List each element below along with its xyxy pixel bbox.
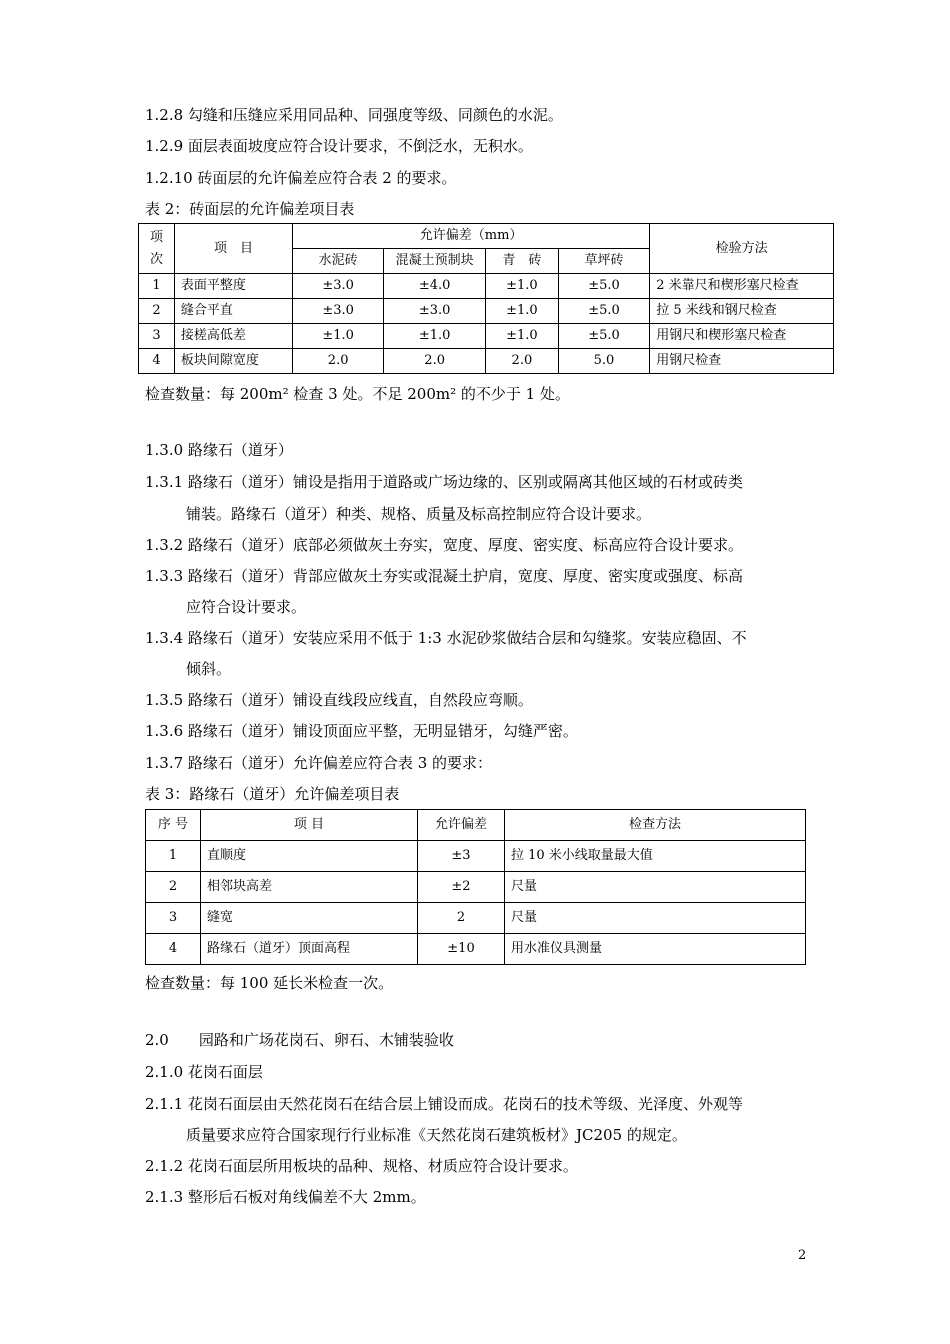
- t3-header: 序 号: [146, 810, 201, 841]
- t3-cell: 3: [146, 903, 201, 934]
- t3-cell: ±10: [418, 934, 505, 965]
- table-row: [146, 841, 806, 872]
- t3-cell: 4: [146, 934, 201, 965]
- t2-cell: 用钢尺和楔形塞尺检查: [650, 324, 834, 349]
- clause-1-3-3-cont: 应符合设计要求。: [186, 598, 307, 616]
- clause-1-3-1-cont: 铺装。路缘石（道牙）种类、规格、质量及标高控制应符合设计要求。: [186, 505, 652, 523]
- t2-cell: 1: [139, 274, 175, 299]
- t3-header: 允许偏差: [418, 810, 505, 841]
- t3-cell: 直顺度: [201, 841, 418, 872]
- clause-2-1-1: 2.1.1 花岗石面层由天然花岗石在结合层上铺设而成。花岗石的技术等级、光泽度、外观等: [145, 1095, 743, 1113]
- t2-cell: 拉 5 米线和钢尺检查: [650, 299, 834, 324]
- t3-cell: 1: [146, 841, 201, 872]
- t2-cell: 板块间隙宽度: [174, 349, 292, 374]
- table-2: [138, 223, 834, 374]
- table-row: [139, 274, 834, 299]
- t2-cell: 缝合平直: [174, 299, 292, 324]
- t2-cell: 2.0: [292, 349, 383, 374]
- clause-2-1-3: 2.1.3 整形后石板对角线偏差不大 2mm。: [145, 1188, 426, 1206]
- t2-cell: ±1.0: [485, 299, 558, 324]
- t3-header: 项 目: [201, 810, 418, 841]
- t3-cell: 相邻块高差: [201, 872, 418, 903]
- section-1-3-0: 1.3.0 路缘石（道牙）: [145, 441, 293, 459]
- t2-cell: 5.0: [558, 349, 649, 374]
- clause-1-2-8: 1.2.8 勾缝和压缝应采用同品种、同强度等级、同颜色的水泥。: [145, 106, 563, 124]
- table-row: [139, 349, 834, 374]
- t3-cell: 尺量: [505, 872, 806, 903]
- clause-1-3-4: 1.3.4 路缘石（道牙）安装应采用不低于 1:3 水泥砂浆做结合层和勾缝浆。安装应稳固、不: [145, 629, 747, 647]
- t3-cell: 尺量: [505, 903, 806, 934]
- clause-1-3-6: 1.3.6 路缘石（道牙）铺设顶面应平整，无明显错牙，勾缝严密。: [145, 722, 578, 740]
- table-2-note: 检查数量：每 200m² 检查 3 处。不足 200m² 的不少于 1 处。: [145, 385, 570, 403]
- table-2-caption: 表 2：砖面层的允许偏差项目表: [145, 200, 355, 218]
- t2-sub-header: 混凝土预制块: [384, 249, 486, 274]
- page-number: 2: [798, 1248, 807, 1263]
- t2-cell: 用钢尺检查: [650, 349, 834, 374]
- t3-cell: 用水准仪具测量: [505, 934, 806, 965]
- t2-cell: ±1.0: [292, 324, 383, 349]
- t3-cell: 2: [146, 872, 201, 903]
- t2-cell: ±5.0: [558, 299, 649, 324]
- t2-sub-header: 水泥砖: [292, 249, 383, 274]
- t2-cell: ±3.0: [292, 299, 383, 324]
- table-row: [139, 324, 834, 349]
- t2-cell: ±4.0: [384, 274, 486, 299]
- t3-header: 检查方法: [505, 810, 806, 841]
- clause-1-3-7: 1.3.7 路缘石（道牙）允许偏差应符合表 3 的要求：: [145, 754, 493, 772]
- clause-1-2-10: 1.2.10 砖面层的允许偏差应符合表 2 的要求。: [145, 169, 457, 187]
- t2-header-deviation: 允许偏差（mm）: [292, 224, 649, 249]
- table-row: [139, 299, 834, 324]
- table-3-note: 检查数量：每 100 延长米检查一次。: [145, 974, 394, 992]
- t2-cell: 2: [139, 299, 175, 324]
- t2-sub-header: 青 砖: [485, 249, 558, 274]
- clause-2-1-1-cont: 质量要求应符合国家现行行业标准《天然花岗石建筑板材》JC205 的规定。: [186, 1126, 687, 1144]
- t2-header-no: 项 次: [139, 224, 175, 274]
- t3-cell: ±3: [418, 841, 505, 872]
- t2-cell: 3: [139, 324, 175, 349]
- table-row: [146, 903, 806, 934]
- t2-header-item: 项 目: [174, 224, 292, 274]
- t2-cell: ±1.0: [485, 324, 558, 349]
- clause-1-3-5: 1.3.5 路缘石（道牙）铺设直线段应线直，自然段应弯顺。: [145, 691, 533, 709]
- t2-cell: 4: [139, 349, 175, 374]
- clause-1-3-4-cont: 倾斜。: [186, 660, 232, 678]
- t2-cell: ±5.0: [558, 324, 649, 349]
- t2-cell: ±3.0: [292, 274, 383, 299]
- t2-cell: ±5.0: [558, 274, 649, 299]
- t2-cell: ±3.0: [384, 299, 486, 324]
- t3-cell: 拉 10 米小线取量最大值: [505, 841, 806, 872]
- t3-cell: 路缘石（道牙）顶面高程: [201, 934, 418, 965]
- table-3-caption: 表 3：路缘石（道牙）允许偏差项目表: [145, 785, 400, 803]
- clause-1-2-9: 1.2.9 面层表面坡度应符合设计要求，不倒泛水，无积水。: [145, 137, 533, 155]
- t2-cell: 2.0: [485, 349, 558, 374]
- t2-cell: 接槎高低差: [174, 324, 292, 349]
- clause-1-3-2: 1.3.2 路缘石（道牙）底部必须做灰土夯实，宽度、厚度、密实度、标高应符合设计要求。: [145, 536, 743, 554]
- t2-sub-header: 草坪砖: [558, 249, 649, 274]
- t2-cell: 表面平整度: [174, 274, 292, 299]
- t2-cell: 2.0: [384, 349, 486, 374]
- t2-cell: ±1.0: [384, 324, 486, 349]
- t3-cell: 缝宽: [201, 903, 418, 934]
- table-row: [146, 872, 806, 903]
- section-2-0: 2.0 园路和广场花岗石、卵石、木铺装验收: [145, 1031, 454, 1049]
- clause-1-3-1: 1.3.1 路缘石（道牙）铺设是指用于道路或广场边缘的、区别或隔离其他区域的石材或砖类: [145, 473, 743, 491]
- section-2-1-0: 2.1.0 花岗石面层: [145, 1063, 263, 1081]
- t3-cell: ±2: [418, 872, 505, 903]
- t3-cell: 2: [418, 903, 505, 934]
- table-row: [146, 934, 806, 965]
- t2-cell: 2 米靠尺和楔形塞尺检查: [650, 274, 834, 299]
- t2-header-method: 检验方法: [650, 224, 834, 274]
- table-3: [145, 809, 806, 965]
- t2-cell: ±1.0: [485, 274, 558, 299]
- clause-2-1-2: 2.1.2 花岗石面层所用板块的品种、规格、材质应符合设计要求。: [145, 1157, 578, 1175]
- clause-1-3-3: 1.3.3 路缘石（道牙）背部应做灰土夯实或混凝土护肩，宽度、厚度、密实度或强度、标高: [145, 567, 743, 585]
